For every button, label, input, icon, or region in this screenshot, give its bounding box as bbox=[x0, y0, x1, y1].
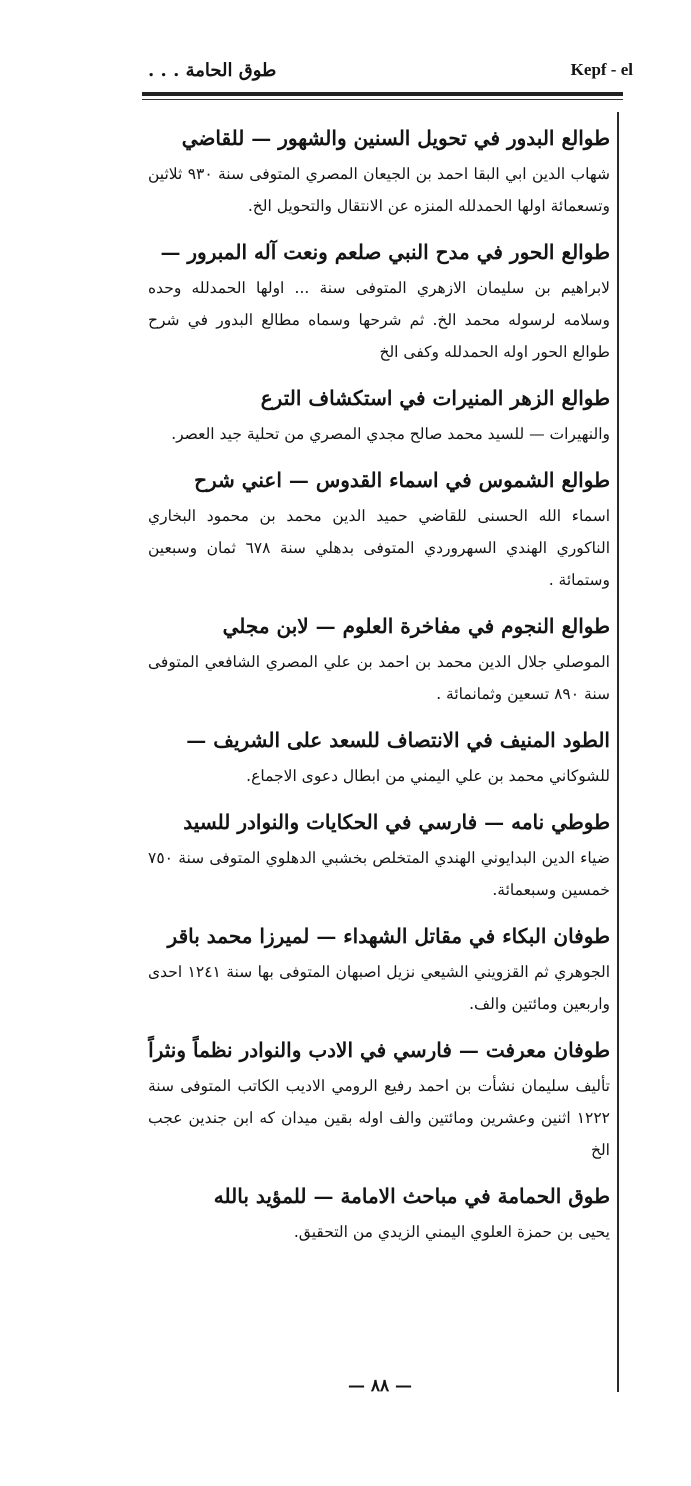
entry-title: طوالع الحور في مدح النبي صلعم ونعت آله المبرور — bbox=[160, 240, 610, 264]
entry-title: طوفان البكاء في مقاتل الشهداء — لميرزا محمد باقر bbox=[167, 924, 610, 948]
entry-body: الموصلي جلال الدين محمد بن احمد بن علي المصري الشافعي المتوفى سنة ٨٩٠ تسعين وثمانمائة . bbox=[148, 653, 610, 703]
entry-title: طوفان معرفت — فارسي في الادب والنوادر نظماً ونثراً bbox=[148, 1038, 610, 1062]
entry-body: شهاب الدين ابي البقا احمد بن الجيعان المصري المتوفى سنة ٩٣٠ ثلاثين وتسعمائة اولها الحمدلله المنزه عن الانتقال والتحويل الخ. bbox=[148, 165, 610, 215]
entry-body: يحيى بن حمزة العلوي اليمني الزيدي من التحقيق. bbox=[293, 1223, 610, 1241]
running-header-catalog-tag: Kepf - el bbox=[570, 60, 633, 79]
running-header-title: طوق الحامة . . . bbox=[148, 60, 277, 81]
entry-title: طوالع الزهر المنيرات في استكشاف الترع bbox=[260, 386, 610, 410]
entry bbox=[148, 460, 610, 596]
entry-body: تأليف سليمان نشأت بن احمد رفيع الرومي الاديب الكاتب المتوفى سنة ١٢٢٢ اثنين وعشرين ومائتين والف اوله بقين ميدان كه ابن جندين عجب الخ bbox=[148, 1077, 610, 1159]
entry-body: الجوهري ثم القزويني الشيعي نزيل اصبهان المتوفى بها سنة ١٢٤١ احدى واربعين ومائتين والف. bbox=[148, 963, 611, 1013]
entry-body: لابراهيم بن سليمان الازهري المتوفى سنة ... اولها الحمدلله وحده وسلامه لرسوله محمد الخ. ثم شرحها وسماه مطالع البدور في شرح طوالع الحور اوله الحمدلله وكفى الخ bbox=[148, 279, 610, 361]
entry bbox=[148, 1030, 610, 1166]
entry bbox=[148, 1176, 610, 1248]
entry bbox=[148, 720, 610, 792]
entries-list bbox=[148, 118, 610, 1258]
entry-title: طوق الحمامة في مباحث الامامة — للمؤيد بالله bbox=[213, 1184, 610, 1208]
entry-title: طوالع البدور في تحويل السنين والشهور — للقاضي bbox=[181, 126, 610, 150]
entry bbox=[148, 118, 610, 222]
page-number: — ٨٨ — bbox=[347, 1376, 413, 1396]
entry-body: للشوكاني محمد بن علي اليمني من ابطال دعوى الاجماع. bbox=[246, 767, 610, 785]
entry-title: طوالع الشموس في اسماء القدوس — اعني شرح bbox=[194, 468, 610, 492]
entry-body: اسماء الله الحسنى للقاضي حميد الدين محمد بن محمود البخاري الناكوري الهندي السهروردي المتوفى بدهلي سنة ٦٧٨ ثمان وسبعين وستمائة . bbox=[148, 507, 611, 589]
entry bbox=[148, 802, 610, 906]
header-rule-thick bbox=[142, 92, 623, 96]
entry-title: طوطي نامه — فارسي في الحكايات والنوادر للسيد bbox=[183, 810, 610, 834]
header-rule-thin bbox=[142, 99, 623, 100]
entry bbox=[148, 606, 610, 710]
entry bbox=[148, 916, 610, 1020]
entry-title: الطود المنيف في الانتصاف للسعد على الشريف — bbox=[186, 728, 610, 752]
entry-body: ضياء الدين البدايوني الهندي المتخلص بخشبي الدهلوي المتوفى سنة ٧٥٠ خمسين وسبعمائة. bbox=[148, 849, 610, 899]
entry bbox=[148, 232, 610, 368]
entry-title: طوالع النجوم في مفاخرة العلوم — لابن مجلي bbox=[222, 614, 610, 638]
entry-body: والنهيرات — للسيد محمد صالح مجدي المصري من تحلية جيد العصر. bbox=[171, 425, 610, 443]
entry bbox=[148, 378, 610, 450]
column-rule bbox=[617, 112, 619, 1392]
